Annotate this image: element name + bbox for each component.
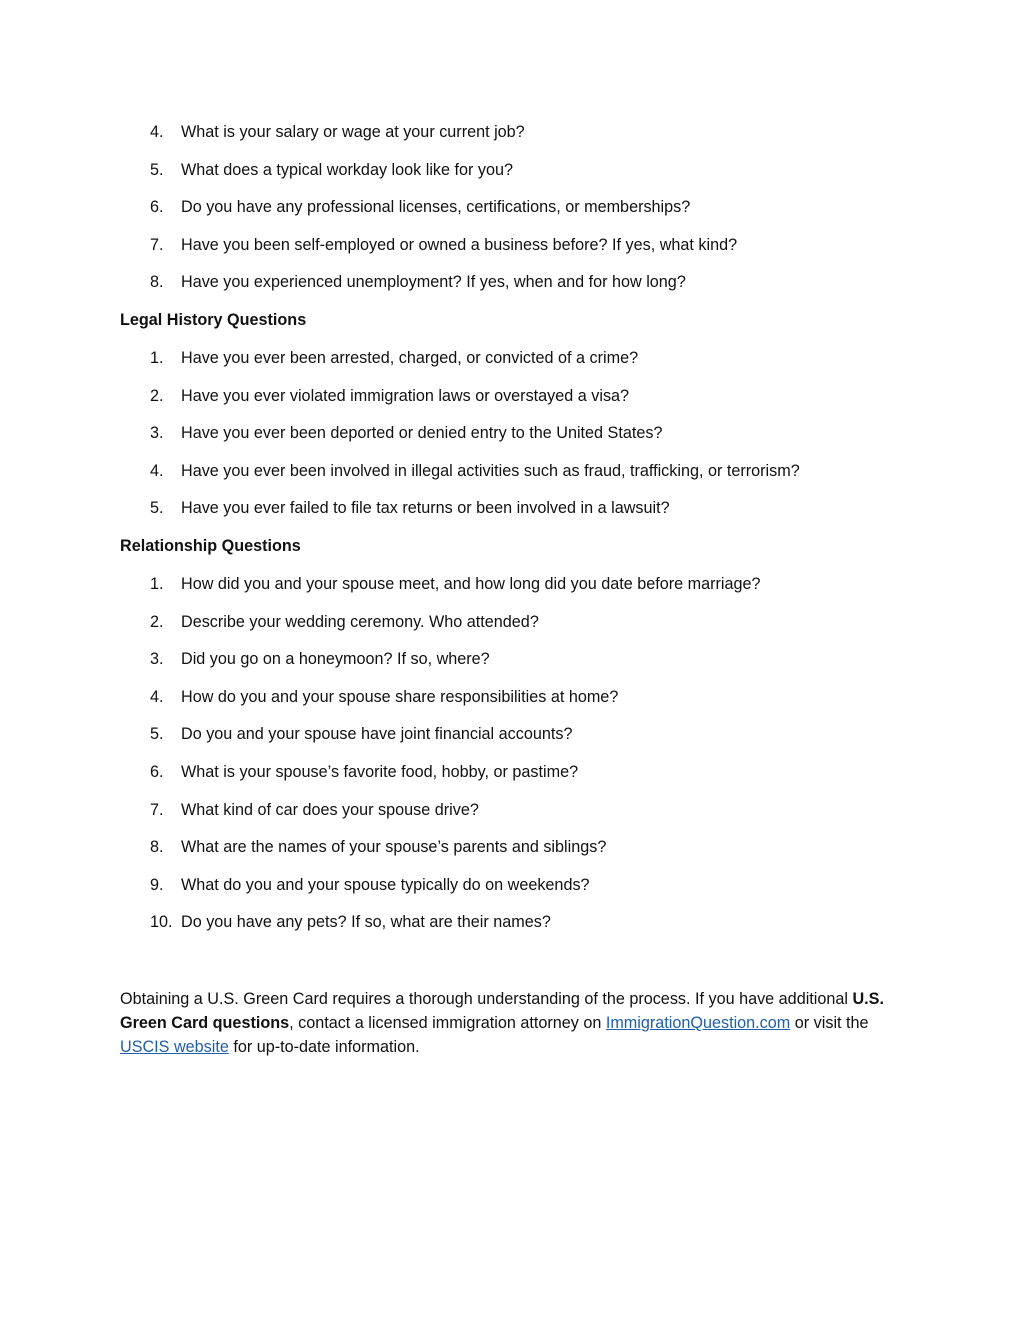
- item-number: 7.: [150, 800, 164, 819]
- item-text: Have you been self-employed or owned a business before? If yes, what kind?: [181, 235, 738, 254]
- item-number: 9.: [150, 875, 164, 894]
- item-number: 6.: [150, 198, 164, 217]
- item-text: Did you go on a honeymoon? If so, where?: [181, 650, 490, 669]
- item-number: 5.: [150, 725, 164, 744]
- list-item: [120, 762, 920, 800]
- list-item: [120, 574, 920, 612]
- item-text: How did you and your spouse meet, and how long did you date before marriage?: [181, 575, 761, 593]
- item-text: What kind of car does your spouse drive?: [181, 800, 479, 819]
- list-item: [120, 235, 920, 273]
- legal-history-heading: Legal History Questions: [120, 311, 307, 329]
- item-number: 4.: [150, 687, 164, 706]
- item-number: 4.: [150, 123, 164, 141]
- item-number: 2.: [150, 612, 164, 631]
- item-text: Have you ever been arrested, charged, or convicted of a crime?: [181, 349, 639, 367]
- list-item: [120, 875, 920, 913]
- list-item: [120, 122, 920, 160]
- employment-questions-list: [120, 122, 920, 310]
- item-text: What does a typical workday look like for you?: [181, 160, 514, 179]
- list-item: [120, 348, 920, 386]
- item-number: 1.: [150, 575, 164, 593]
- legal-questions-list: [120, 348, 920, 536]
- item-text: How do you and your spouse share responsibilities at home?: [181, 687, 619, 706]
- item-number: 4.: [150, 461, 164, 480]
- list-item: [120, 837, 920, 875]
- item-text: Describe your wedding ceremony. Who attended?: [181, 612, 539, 631]
- closing-bold-phrase: U.S. Green Card questions: [120, 990, 884, 1032]
- item-number: 8.: [150, 838, 164, 857]
- closing-intro-text: Obtaining a U.S. Green Card requires a thorough understanding of the process. If you have additional: [120, 990, 853, 1008]
- item-text: What do you and your spouse typically do on weekends?: [181, 875, 590, 894]
- item-text: Do you have any pets? If so, what are their names?: [181, 913, 551, 932]
- list-item: [120, 649, 920, 687]
- immigrationquestion-link[interactable]: ImmigrationQuestion.com: [605, 1014, 791, 1032]
- item-text: What is your spouse’s favorite food, hobby, or pastime?: [181, 762, 579, 781]
- list-item: [120, 612, 920, 650]
- list-item: [120, 800, 920, 838]
- item-number: 1.: [150, 349, 164, 367]
- item-text: What are the names of your spouse’s parents and siblings?: [181, 838, 607, 857]
- item-text: Do you and your spouse have joint financial accounts?: [181, 725, 573, 744]
- relationship-questions-list: [120, 574, 920, 950]
- item-text: Have you ever been deported or denied entry to the United States?: [181, 424, 663, 443]
- list-item: [120, 461, 920, 499]
- item-text: What is your salary or wage at your current job?: [181, 123, 525, 141]
- list-item: [120, 272, 920, 310]
- item-text: Do you have any professional licenses, certifications, or memberships?: [181, 198, 691, 217]
- relationship-heading: Relationship Questions: [120, 537, 301, 555]
- item-number: 3.: [150, 650, 164, 669]
- closing-between-text: or visit the: [790, 1014, 869, 1032]
- item-text: Have you ever been involved in illegal activities such as fraud, trafficking, or terrorism?: [181, 461, 800, 480]
- closing-end-text: for up-to-date information.: [228, 1038, 420, 1056]
- list-item: [120, 160, 920, 198]
- item-number: 3.: [150, 424, 164, 443]
- item-number: 6.: [150, 762, 164, 781]
- item-number: 5.: [150, 160, 164, 179]
- list-item: [120, 912, 920, 950]
- item-number: 10.: [150, 913, 173, 932]
- item-number: 2.: [150, 386, 164, 405]
- item-text: Have you experienced unemployment? If yes, when and for how long?: [181, 273, 686, 292]
- list-item: [120, 498, 920, 536]
- list-item: [120, 724, 920, 762]
- list-item: [120, 386, 920, 424]
- uscis-website-link[interactable]: USCIS website: [120, 1038, 229, 1056]
- item-number: 8.: [150, 273, 164, 292]
- list-item: [120, 197, 920, 235]
- closing-middle-text: , contact a licensed immigration attorney on: [289, 1014, 606, 1032]
- closing-paragraph: [120, 987, 910, 1059]
- list-item: [120, 423, 920, 461]
- item-number: 5.: [150, 499, 164, 518]
- item-number: 7.: [150, 235, 164, 254]
- item-text: Have you ever failed to file tax returns or been involved in a lawsuit?: [181, 499, 670, 518]
- list-item: [120, 687, 920, 725]
- item-text: Have you ever violated immigration laws or overstayed a visa?: [181, 386, 630, 405]
